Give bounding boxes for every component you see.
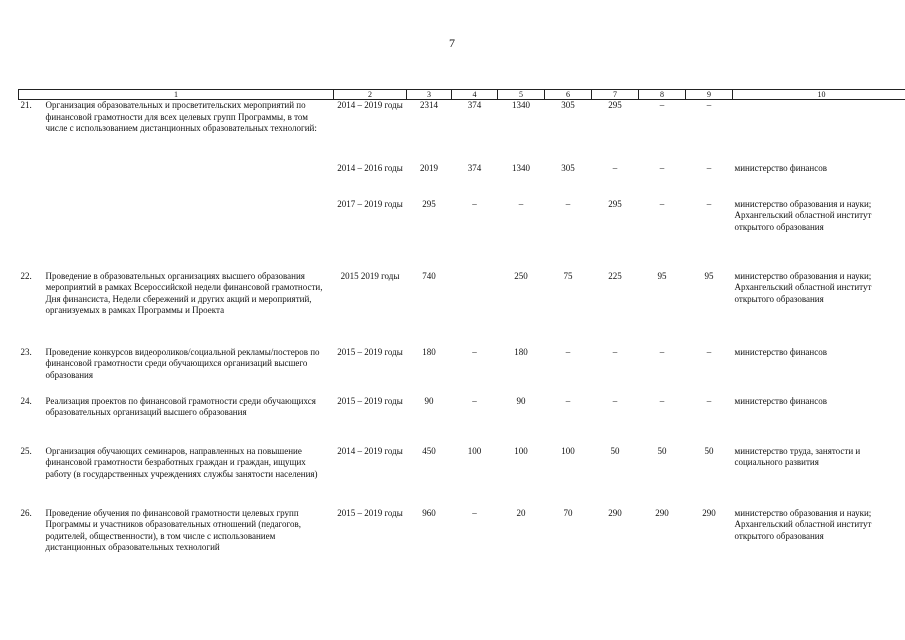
row-number: 21. xyxy=(20,100,32,110)
value-cell: – xyxy=(612,162,618,173)
value-cell: 740 xyxy=(422,270,436,281)
value-cell: – xyxy=(706,395,712,406)
value-cell: – xyxy=(706,198,712,209)
executor-cell: министерство финансов xyxy=(734,162,827,173)
value-cell: 290 xyxy=(655,507,669,518)
value-cell: – xyxy=(565,395,571,406)
value-cell: – xyxy=(706,100,712,110)
activity-name xyxy=(44,163,334,199)
executor-cell: министерство финансов xyxy=(734,395,827,406)
value-cell: – xyxy=(706,346,712,357)
row-number: 24. xyxy=(20,395,32,406)
activity-name xyxy=(44,199,334,271)
executor-cell: министерство труда, занятости и социального развития xyxy=(734,445,861,467)
value-cell: – xyxy=(472,507,477,518)
period-cell: 2017 – 2019 годы xyxy=(337,198,403,209)
period-cell: 2015 – 2019 годы xyxy=(337,346,403,357)
value-cell: 90 xyxy=(516,395,526,406)
value-cell: – xyxy=(518,198,524,209)
table-row xyxy=(19,446,905,508)
period-cell: 2014 – 2019 годы xyxy=(337,445,403,456)
value-cell: 180 xyxy=(514,346,528,357)
period-cell: 2015 2019 годы xyxy=(340,270,400,281)
page-number: 7 xyxy=(449,36,455,50)
period-cell: 2015 – 2019 годы xyxy=(337,395,403,406)
value-cell: – xyxy=(472,395,477,406)
row-number xyxy=(19,163,44,199)
value-cell: – xyxy=(472,346,477,357)
period-cell: 2015 – 2019 годы xyxy=(337,507,403,518)
activity-name: Проведение обучения по финансовой грамотности целевых групп Программы и участников образовательных отношений (педагогов, родителей, общественности), в том числе с использованием дистанционных образовательных технологий xyxy=(45,507,301,552)
period-cell: 2014 – 2019 годы xyxy=(337,100,403,110)
column-number-10: 10 xyxy=(733,90,905,100)
value-cell: 50 xyxy=(610,445,620,456)
executor-cell: министерство образования и науки; Архангельский областной институт открытого образования xyxy=(734,198,872,232)
value-cell: 70 xyxy=(563,507,573,518)
value-cell: 20 xyxy=(516,507,526,518)
column-number-header-row xyxy=(19,90,905,100)
value-cell: 250 xyxy=(514,270,528,281)
value-cell: 290 xyxy=(702,507,716,518)
value-cell: 50 xyxy=(657,445,667,456)
executor-cell: министерство образования и науки; Архангельский областной институт открытого образования xyxy=(734,507,872,541)
column-number-5: 5 xyxy=(498,90,545,100)
value-cell: 374 xyxy=(467,162,482,173)
value-cell: 100 xyxy=(467,445,482,456)
value-cell: – xyxy=(706,162,712,173)
value-cell: – xyxy=(612,346,618,357)
table-row xyxy=(19,163,905,199)
row-number: 26. xyxy=(20,507,32,518)
value-cell: 374 xyxy=(467,100,482,110)
value-cell: – xyxy=(565,346,571,357)
value-cell: – xyxy=(565,198,571,209)
table-row xyxy=(19,100,905,163)
table-row xyxy=(19,508,905,570)
value-cell: 295 xyxy=(608,100,622,110)
value-cell: 2019 xyxy=(420,162,438,173)
activity-name: Организация образовательных и просветительских мероприятий по финансовой грамотности для всех целевых групп Программы, в том числе с использованием дистанционных образовательных технологий: xyxy=(45,100,317,133)
value-cell: 1340 xyxy=(512,162,530,173)
table-row xyxy=(19,199,905,271)
value-cell: 90 xyxy=(424,395,434,406)
value-cell: – xyxy=(659,198,665,209)
table-row xyxy=(19,396,905,446)
value-cell: 295 xyxy=(608,198,622,209)
value-cell: 960 xyxy=(422,507,436,518)
value-cell: 100 xyxy=(514,445,528,456)
value-cell: 75 xyxy=(563,270,573,281)
column-number-7: 7 xyxy=(592,90,639,100)
value-cell: 290 xyxy=(608,507,622,518)
executor-cell xyxy=(733,100,905,163)
value-cell: – xyxy=(659,100,665,110)
column-number-4: 4 xyxy=(452,90,498,100)
value-cell: 100 xyxy=(561,445,575,456)
value-cell: – xyxy=(659,395,665,406)
value-cell: 95 xyxy=(657,270,667,281)
value-cell: 295 xyxy=(422,198,436,209)
value-cell: – xyxy=(659,162,665,173)
value-cell: 2314 xyxy=(420,100,438,110)
executor-cell: министерство финансов xyxy=(734,346,827,357)
activity-name: Проведение в образовательных организациях высшего образования мероприятий в рамках Всероссийской недели финансовой грамотности, Дня финансиста, Недели сбережений и других акций и мероприятий, организуемых в рамках Программы и Проекта xyxy=(45,270,323,315)
table-row xyxy=(19,271,905,347)
value-cell: 305 xyxy=(561,100,575,110)
value-cell: 305 xyxy=(561,162,575,173)
value-cell: 95 xyxy=(704,270,714,281)
column-number-9: 9 xyxy=(686,90,733,100)
value-cell: – xyxy=(612,395,618,406)
value-cell xyxy=(452,271,498,347)
column-number-8: 8 xyxy=(639,90,686,100)
table-row xyxy=(19,347,905,396)
row-number: 25. xyxy=(20,445,32,456)
column-number-1: 1 xyxy=(19,90,334,100)
row-number: 23. xyxy=(20,346,32,357)
row-number xyxy=(19,199,44,271)
value-cell: 50 xyxy=(704,445,714,456)
program-activities-table xyxy=(18,89,905,570)
row-number: 22. xyxy=(20,270,32,281)
value-cell: – xyxy=(659,346,665,357)
column-number-3: 3 xyxy=(407,90,452,100)
value-cell: 450 xyxy=(422,445,436,456)
period-cell: 2014 – 2016 годы xyxy=(337,162,403,173)
value-cell: 1340 xyxy=(512,100,530,110)
activity-name: Организация обучающих семинаров, направленных на повышение финансовой грамотности безработных граждан и граждан, ищущих работу (в государственных учреждениях службы занятости населения) xyxy=(45,445,318,479)
value-cell: 225 xyxy=(608,270,622,281)
column-number-2: 2 xyxy=(334,90,407,100)
activity-name: Проведение конкурсов видеороликов/социальной рекламы/постеров по финансовой грамотности среди обучающихся организаций высшего образования xyxy=(45,346,320,380)
activity-name: Реализация проектов по финансовой грамотности среди обучающихся образовательных организаций высшего образования xyxy=(45,395,316,417)
value-cell: – xyxy=(472,198,477,209)
column-number-6: 6 xyxy=(545,90,592,100)
value-cell: 180 xyxy=(422,346,436,357)
executor-cell: министерство образования и науки; Архангельский областной институт открытого образования xyxy=(734,270,872,304)
